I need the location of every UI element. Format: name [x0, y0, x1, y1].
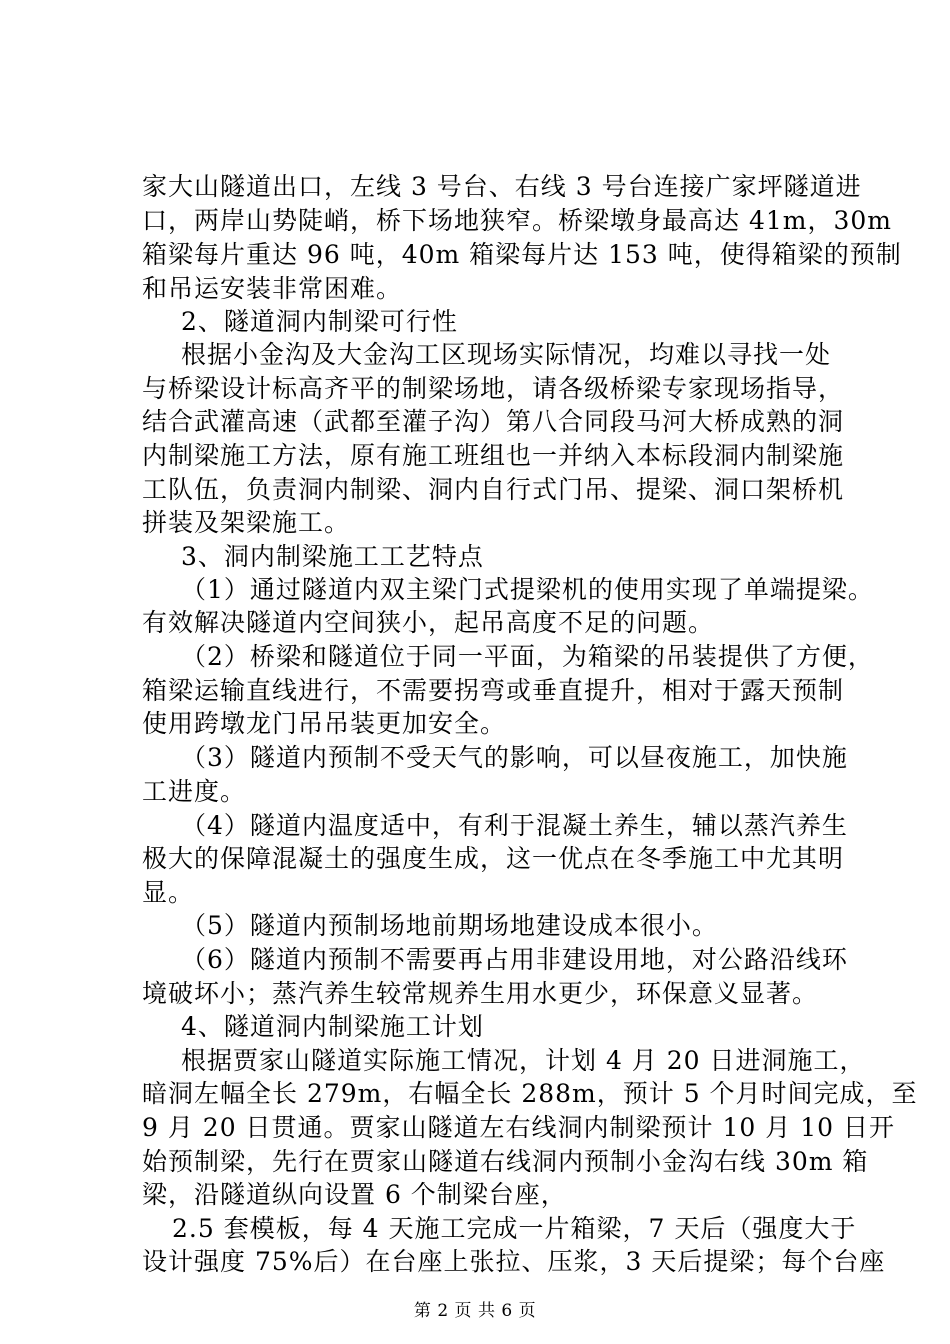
text-line: 根据小金沟及大金沟工区现场实际情况，均难以寻找一处: [181, 340, 832, 369]
text-line: 境破坏小；蒸汽养生较常规养生用水更少，环保意义显著。: [142, 979, 819, 1008]
text-line: 箱梁每片重达 96 吨，40m 箱梁每片达 153 吨，使得箱梁的预制: [142, 240, 902, 269]
text-line: 2.5 套模板，每 4 天施工完成一片箱梁，7 天后（强度大于: [172, 1214, 857, 1243]
section-heading: 2、隧道洞内制梁可行性: [181, 307, 458, 336]
text-line: 使用跨墩龙门吊吊装更加安全。: [142, 709, 507, 738]
text-line: 始预制梁，先行在贾家山隧道右线洞内预制小金沟右线 30m 箱: [142, 1147, 869, 1176]
page-number: 第 2 页 共 6 页: [413, 1301, 537, 1321]
text-line: 工队伍，负责洞内制梁、洞内自行式门吊、提梁、洞口架桥机: [142, 475, 845, 504]
text-line: 拼装及架梁施工。: [142, 508, 351, 537]
text-line: 根据贾家山隧道实际施工情况，计划 4 月 20 日进洞施工，: [181, 1046, 866, 1075]
text-line: 梁，沿隧道纵向设置 6 个制梁台座，: [142, 1180, 567, 1209]
text-line: 口，两岸山势陡峭，桥下场地狭窄。桥梁墩身最高达 41m，30m: [142, 206, 892, 235]
list-item: （2）桥梁和隧道位于同一平面，为箱梁的吊装提供了方便，: [181, 642, 874, 671]
text-line: 设计强度 75%后）在台座上张拉、压浆，3 天后提梁；每个台座: [142, 1247, 886, 1276]
text-line: 内制梁施工方法，原有施工班组也一并纳入本标段洞内制梁施: [142, 441, 845, 470]
list-item: （3）隧道内预制不受天气的影响，可以昼夜施工，加快施: [181, 743, 848, 772]
text-line: 9 月 20 日贯通。贾家山隧道左右线洞内制梁预计 10 月 10 日开: [142, 1113, 895, 1142]
text-line: 极大的保障混凝土的强度生成，这一优点在冬季施工中尤其明: [142, 844, 845, 873]
section-heading: 3、洞内制梁施工工艺特点: [181, 542, 484, 571]
list-item: （4）隧道内温度适中，有利于混凝土养生，辅以蒸汽养生: [181, 811, 848, 840]
list-item: （6）隧道内预制不需要再占用非建设用地，对公路沿线环: [181, 945, 848, 974]
list-item: （1）通过隧道内双主梁门式提梁机的使用实现了单端提梁。: [181, 575, 874, 604]
text-line: 有效解决隧道内空间狭小，起吊高度不足的问题。: [142, 608, 715, 637]
section-heading: 4、隧道洞内制梁施工计划: [181, 1012, 484, 1041]
text-line: 箱梁运输直线进行，不需要拐弯或垂直提升，相对于露天预制: [142, 676, 845, 705]
text-line: 与桥梁设计标高齐平的制梁场地，请各级桥梁专家现场指导，: [142, 374, 845, 403]
text-line: 结合武灌高速（武都至灌子沟）第八合同段马河大桥成熟的洞: [142, 407, 845, 436]
text-line: 家大山隧道出口，左线 3 号台、右线 3 号台连接广家坪隧道进: [142, 172, 862, 201]
text-line: 工进度。: [142, 777, 247, 806]
text-line: 和吊运安装非常困难。: [142, 274, 403, 303]
text-line: 暗洞左幅全长 279m，右幅全长 288m，预计 5 个月时间完成，至: [142, 1079, 918, 1108]
text-line: 显。: [142, 878, 195, 907]
list-item: （5）隧道内预制场地前期场地建设成本很小。: [181, 911, 718, 940]
